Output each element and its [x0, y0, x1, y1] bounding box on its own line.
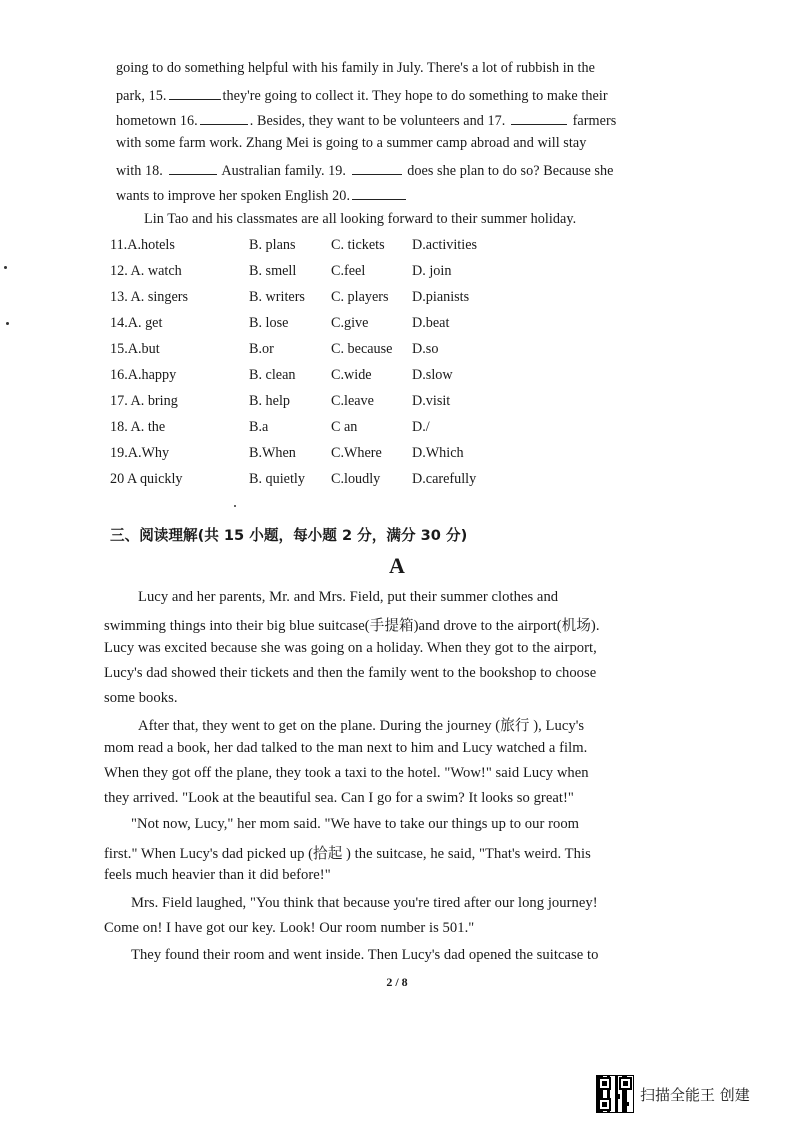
option-choice: C.feel: [331, 263, 366, 279]
cloze-line-2: [116, 85, 608, 105]
cloze-text: wants to improve her spoken English 20.: [116, 188, 351, 204]
option-choice: D.carefully: [412, 471, 477, 487]
cloze-line-4: with some farm work. Zhang Mei is going to a summer camp abroad and will stay: [116, 135, 587, 151]
option-row-label: 15.A.but: [110, 341, 160, 357]
cloze-line-5: [116, 160, 614, 180]
passage-line: first." When Lucy's dad picked up (拾起 ) the suitcase, he said, "That's weird. This: [104, 846, 591, 862]
cloze-text: farmers: [572, 113, 617, 129]
passage-line: They found their room and went inside. Then Lucy's dad opened the suitcase to: [131, 947, 599, 963]
blank-18[interactable]: [169, 160, 217, 175]
cloze-text: does she plan to do so? Because she: [407, 163, 614, 179]
option-choice: D.beat: [412, 315, 450, 331]
option-choice: C an: [331, 419, 358, 435]
section-title: 三、阅读理解(共 15 小题，每小题 2 分，满分 30 分): [110, 527, 468, 544]
passage-line: Mrs. Field laughed, "You think that because you're tired after our long journey!: [131, 895, 598, 911]
cloze-line-3: [116, 110, 616, 130]
option-choice: C. tickets: [331, 237, 385, 253]
option-choice: C.loudly: [331, 471, 381, 487]
scanner-brand: 扫描全能王 创建: [640, 1086, 750, 1104]
scan-dot: [234, 505, 236, 507]
passage-line: feels much heavier than it did before!": [104, 867, 331, 883]
option-choice: B. lose: [249, 315, 289, 331]
cloze-text: hometown 16.: [116, 113, 198, 129]
blank-20[interactable]: [352, 185, 406, 200]
option-choice: D./: [412, 419, 430, 435]
cloze-text: they're going to collect it. They hope to do something to make their: [222, 88, 608, 104]
option-choice: D.so: [412, 341, 439, 357]
option-row-label: 12. A. watch: [110, 263, 182, 279]
option-choice: B.When: [249, 445, 296, 461]
option-choice: B.a: [249, 419, 269, 435]
option-choice: B. clean: [249, 367, 296, 383]
scan-dot: [6, 322, 9, 325]
cloze-text: with 18.: [116, 163, 163, 179]
option-choice: D.activities: [412, 237, 478, 253]
option-choice: C.give: [331, 315, 369, 331]
passage-line: Lucy was excited because she was going on a holiday. When they got to the airport,: [104, 640, 597, 656]
cloze-line-1: going to do something helpful with his family in July. There's a lot of rubbish in the: [116, 60, 595, 76]
cloze-text: park, 15.: [116, 88, 167, 104]
option-choice: B. plans: [249, 237, 296, 253]
scan-dot: [4, 266, 7, 269]
option-choice: C.wide: [331, 367, 372, 383]
passage-line: Come on! I have got our key. Look! Our room number is 501.": [104, 920, 475, 936]
cloze-text: . Besides, they want to be volunteers and 17.: [249, 113, 506, 129]
option-choice: B. help: [249, 393, 290, 409]
passage-line: Lucy and her parents, Mr. and Mrs. Field, put their summer clothes and: [138, 589, 559, 605]
cloze-text: Australian family. 19.: [221, 163, 347, 179]
option-choice: D.Which: [412, 445, 464, 461]
passage-line: "Not now, Lucy," her mom said. "We have to take our things up to our room: [131, 816, 580, 832]
option-row-label: 16.A.happy: [110, 367, 177, 383]
option-choice: B. quietly: [249, 471, 305, 487]
passage-line: swimming things into their big blue suitcase(手提箱)and drove to the airport(机场).: [104, 618, 600, 634]
option-choice: D.slow: [412, 367, 453, 383]
passage-line: mom read a book, her dad talked to the man next to him and Lucy watched a film.: [104, 740, 588, 756]
option-row-label: 20 A quickly: [110, 471, 183, 487]
qr-code-icon: [596, 1075, 634, 1113]
passage-line: they arrived. "Look at the beautiful sea. Can I go for a swim? It looks so great!": [104, 790, 574, 806]
option-choice: D.pianists: [412, 289, 470, 305]
option-choice: B. writers: [249, 289, 305, 305]
cloze-line-6: [116, 185, 408, 205]
blank-17[interactable]: [511, 110, 567, 125]
option-choice: B. smell: [249, 263, 297, 279]
passage-line: After that, they went to get on the plane. During the journey (旅行 ), Lucy's: [138, 718, 585, 734]
option-row-label: 17. A. bring: [110, 393, 178, 409]
option-row-label: 13. A. singers: [110, 289, 189, 305]
option-choice: B.or: [249, 341, 274, 357]
passage-line: some books.: [104, 690, 178, 706]
blank-16[interactable]: [200, 110, 248, 125]
option-row-label: 18. A. the: [110, 419, 166, 435]
cloze-line-7: Lin Tao and his classmates are all looking forward to their summer holiday.: [144, 211, 577, 227]
option-row-label: 14.A. get: [110, 315, 163, 331]
blank-19[interactable]: [352, 160, 402, 175]
option-choice: C. players: [331, 289, 389, 305]
blank-15[interactable]: [169, 85, 221, 100]
passage-letter: A: [389, 553, 405, 578]
page-number: 2 / 8: [386, 975, 408, 989]
option-choice: C.Where: [331, 445, 382, 461]
option-row-label: 19.A.Why: [110, 445, 170, 461]
passage-line: Lucy's dad showed their tickets and then the family went to the bookshop to choose: [104, 665, 597, 681]
option-choice: C. because: [331, 341, 393, 357]
option-choice: C.leave: [331, 393, 374, 409]
passage-line: When they got off the plane, they took a taxi to the hotel. "Wow!" said Lucy when: [104, 765, 589, 781]
option-row-label: 11.A.hotels: [110, 237, 175, 253]
option-choice: D. join: [412, 263, 452, 279]
option-choice: D.visit: [412, 393, 451, 409]
